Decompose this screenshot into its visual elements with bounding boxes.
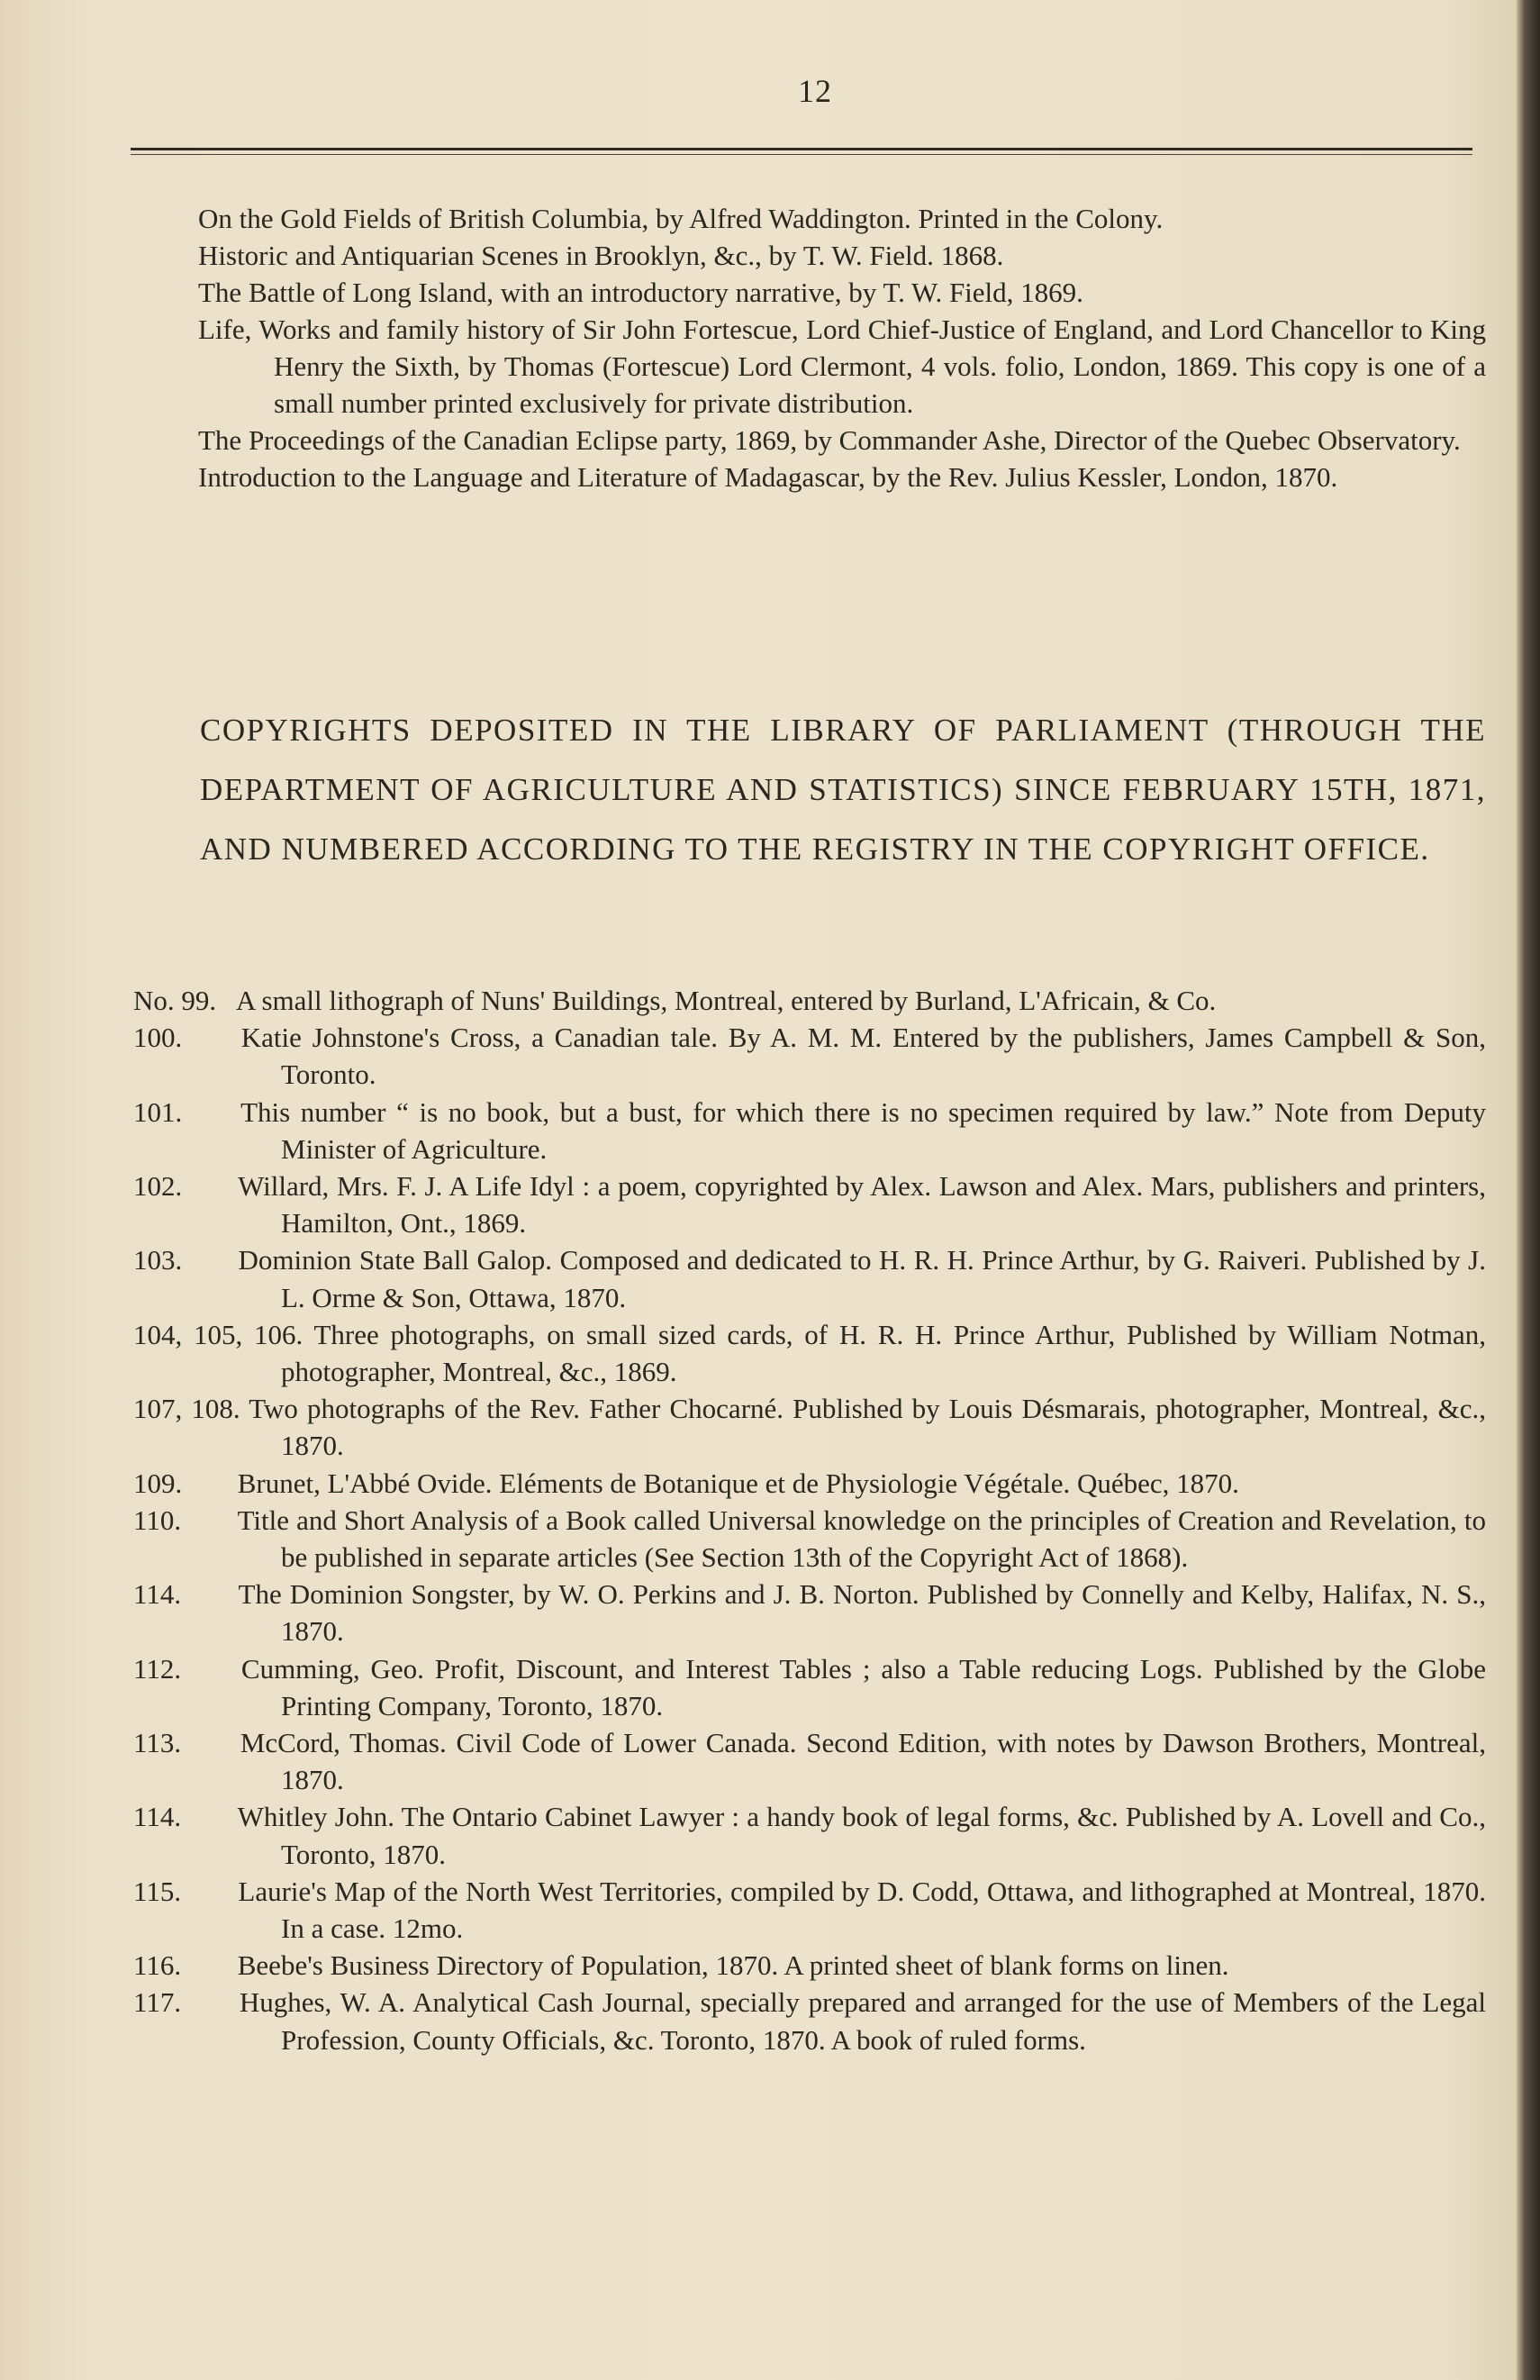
entry-number: 109.	[133, 1467, 183, 1499]
section-heading: COPYRIGHTS DEPOSITED IN THE LIBRARY OF PARLIAMENT (THROUGH THE DEPARTMENT OF AGRICULTURE AND STATISTICS) SINCE FEBRUARY 15TH, 1871, AND NUMBERED ACCORDING TO THE REGISTRY IN THE COPYRIGHT OFFICE.	[200, 713, 1486, 867]
entry-number: 117.	[133, 1986, 182, 2019]
copyright-entry	[133, 1984, 1486, 2058]
top-entries-list	[198, 200, 1486, 495]
entry-text: Cumming, Geo. Profit, Discount, and Interest Tables ; also a Table reducing Logs. Published by the Globe Printing Company, Toronto, 1870.	[240, 1652, 1487, 1721]
copyright-entry	[133, 1316, 1486, 1390]
copyright-entry	[133, 1724, 1486, 1798]
entry-text: Beebe's Business Directory of Population, 1870. A printed sheet of blank forms on linen.	[237, 1949, 1229, 1982]
copyright-entry	[133, 1465, 1486, 1502]
copyright-entry	[133, 1502, 1486, 1576]
entry-text: Hughes, W. A. Analytical Cash Journal, specially prepared and arranged for the use of Members of the Legal Profession, County Officials, &c. Toronto, 1870. A book of ruled forms.	[239, 1986, 1486, 2056]
entry-text: Katie Johnstone's Cross, a Canadian tale. By A. M. M. Entered by the publishers, James Campbell & Son, Toronto.	[240, 1022, 1486, 1091]
list-item: Introduction to the Language and Literature of Madagascar, by the Rev. Julius Kessler, London, 1870.	[198, 461, 1338, 493]
entry-number: 102.	[133, 1170, 183, 1203]
entry-number: 115.	[133, 1875, 182, 1907]
entry-text: Title and Short Analysis of a Book called Universal knowledge on the principles of Creation and Revelation, to be published in separate articles (See Section 13th of the Copyright Act of 1868).	[237, 1503, 1486, 1574]
entry-text: Dominion State Ball Galop. Composed and dedicated to H. R. H. Prince Arthur, by G. Raiveri. Published by J. L. Orme & Son, Ottawa, 1870.	[238, 1244, 1486, 1313]
copyright-entry	[133, 1167, 1486, 1241]
entry-text: Brunet, L'Abbé Ovide. Eléments de Botanique et de Physiologie Végétale. Québec, 1870.	[237, 1467, 1239, 1499]
entry-number: 112.	[133, 1652, 182, 1685]
list-item: The Proceedings of the Canadian Eclipse party, 1869, by Commander Ashe, Director of the Quebec Observatory.	[198, 424, 1461, 456]
entry-number: 107, 108.	[133, 1393, 240, 1425]
copyright-entry	[133, 1947, 1486, 1984]
list-item: On the Gold Fields of British Columbia, by Alfred Waddington. Printed in the Colony.	[198, 203, 1164, 234]
entry-text: A small lithograph of Nuns' Buildings, Montreal, entered by Burland, L'Africain, & Co.	[236, 985, 1217, 1016]
entry-number: 114.	[133, 1801, 182, 1833]
entry-number: 116.	[133, 1949, 182, 1982]
list-item: Life, Works and family history of Sir John Fortescue, Lord Chief-Justice of England, and Lord Chancellor to King Henry the Sixth, by Thomas (Fortescue) Lord Clermont, 4 vols. folio, London, 1869. This copy is one of a small number printed exclusively for private distribution.	[198, 313, 1486, 419]
page-number: 12	[798, 73, 832, 109]
copyright-entry	[133, 1241, 1486, 1315]
page-binding-edge	[1517, 0, 1540, 2380]
copyright-entry	[133, 1019, 1486, 1093]
entry-number: 100.	[133, 1022, 183, 1054]
copyright-entry	[133, 1390, 1486, 1464]
entry-text: Willard, Mrs. F. J. A Life Idyl : a poem, copyrighted by Alex. Lawson and Alex. Mars, publishers and printers, Hamilton, Ont., 1869.	[238, 1170, 1486, 1240]
entry-number: 103.	[133, 1244, 183, 1276]
entry-text: Two photographs of the Rev. Father Chocarné. Published by Louis Désmarais, photographer, Montreal, &c., 1870.	[249, 1393, 1486, 1462]
entry-number: 113.	[133, 1727, 182, 1759]
copyright-entry	[133, 1576, 1486, 1649]
copyright-entry	[133, 982, 1486, 1019]
entry-number: 114.	[133, 1578, 182, 1611]
copyright-entry	[133, 1873, 1486, 1947]
entry-number: No. 99.	[133, 985, 217, 1016]
list-item: Historic and Antiquarian Scenes in Brooklyn, &c., by T. W. Field. 1868.	[198, 240, 1004, 271]
copyright-entry	[133, 1650, 1486, 1724]
entry-text: McCord, Thomas. Civil Code of Lower Canada. Second Edition, with notes by Dawson Brothers, Montreal, 1870.	[240, 1727, 1487, 1796]
entry-number: 101.	[133, 1095, 183, 1128]
entry-number: 110.	[133, 1503, 182, 1536]
entry-number: 104, 105, 106.	[133, 1318, 303, 1350]
copyright-entries-list	[133, 982, 1486, 2058]
entry-text: This number “ is no book, but a bust, for which there is no specimen required by law.” Note from Deputy Minister of Agriculture.	[240, 1095, 1486, 1165]
header-rule-thin	[131, 154, 1472, 155]
list-item: The Battle of Long Island, with an introductory narrative, by T. W. Field, 1869.	[198, 277, 1083, 308]
entry-text: The Dominion Songster, by W. O. Perkins and J. B. Norton. Published by Connelly and Kelby, Halifax, N. S., 1870.	[238, 1578, 1486, 1648]
header-rule	[131, 148, 1472, 150]
entry-text: Whitley John. The Ontario Cabinet Lawyer : a handy book of legal forms, &c. Published by A. Lovell and Co., Toronto, 1870.	[237, 1801, 1486, 1870]
entry-text: Laurie's Map of the North West Territories, compiled by D. Codd, Ottawa, and lithographed at Montreal, 1870. In a case. 12mo.	[238, 1875, 1486, 1945]
entry-text: Three photographs, on small sized cards, of H. R. H. Prince Arthur, Published by William Notman, photographer, Montreal, &c., 1869.	[281, 1318, 1486, 1388]
copyright-entry	[133, 1798, 1486, 1872]
copyright-entry	[133, 1094, 1486, 1167]
